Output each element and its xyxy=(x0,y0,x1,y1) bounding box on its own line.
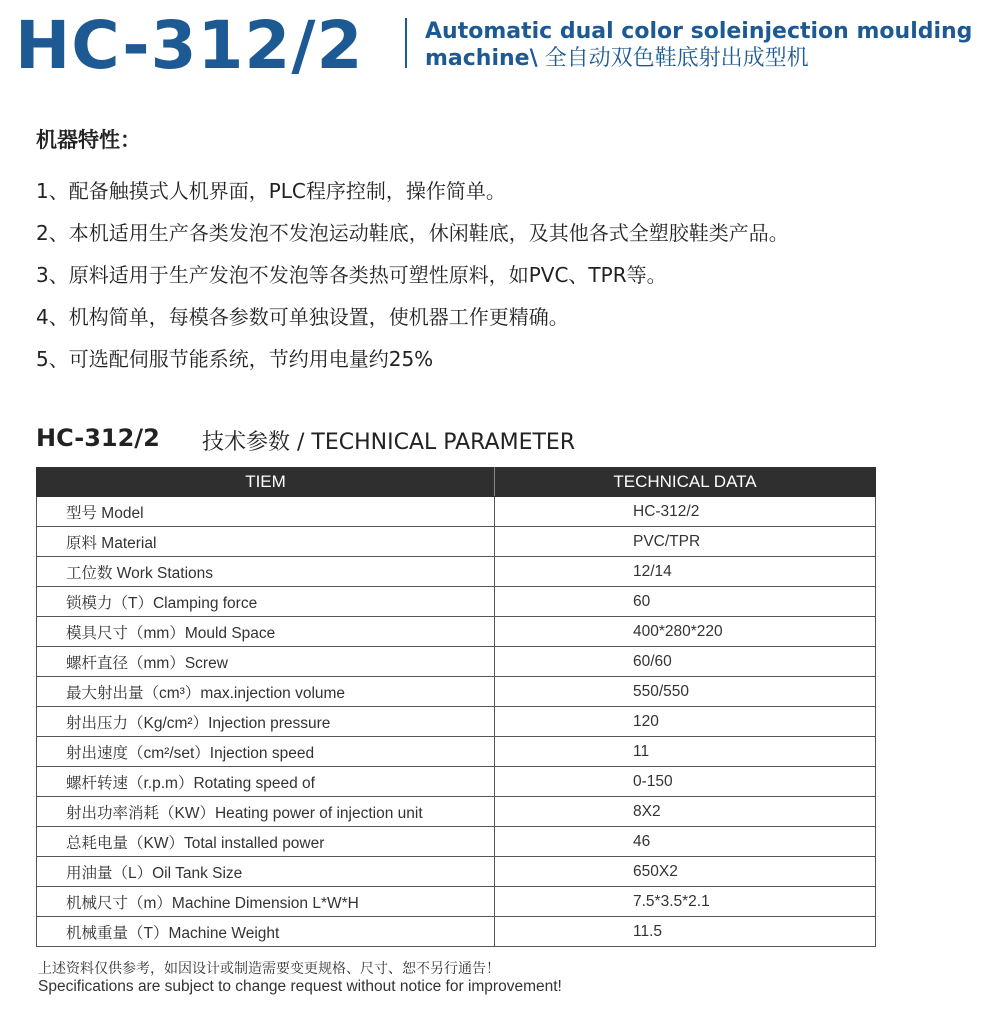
row-label: 射出速度（cm²/set）Injection speed xyxy=(37,737,495,767)
description-cn: 全自动双色鞋底射出成型机 xyxy=(537,46,809,71)
row-label: 原料 Material xyxy=(37,527,495,557)
table-row xyxy=(37,917,876,947)
feature-item: 4、机构简单，每模各参数可单独设置，使机器工作更精确。 xyxy=(36,305,569,329)
feature-item: 1、配备触摸式人机界面，PLC程序控制，操作简单。 xyxy=(36,179,506,203)
table-row xyxy=(37,647,876,677)
row-label: 模具尺寸（mm）Mould Space xyxy=(37,617,495,647)
row-value: HC-312/2 xyxy=(495,497,876,527)
row-label: 射出功率消耗（KW）Heating power of injection unit xyxy=(37,797,495,827)
row-label: 总耗电量（KW）Total installed power xyxy=(37,827,495,857)
table-row xyxy=(37,557,876,587)
disclaimer-cn: 上述资料仅供参考，如因设计或制造需要变更规格、尺寸、恕不另行通告！ xyxy=(38,961,500,977)
row-label: 锁模力（T）Clamping force xyxy=(37,587,495,617)
title-divider xyxy=(405,18,407,68)
row-value: 12/14 xyxy=(495,557,876,587)
row-value: 60 xyxy=(495,587,876,617)
row-label: 最大射出量（cm³）max.injection volume xyxy=(37,677,495,707)
row-value: 120 xyxy=(495,707,876,737)
row-label: 机械重量（T）Machine Weight xyxy=(37,917,495,947)
description-line2 xyxy=(425,45,995,72)
header-item: TIEM xyxy=(37,468,495,497)
spec-table xyxy=(36,467,876,947)
row-label: 工位数 Work Stations xyxy=(37,557,495,587)
disclaimer-en: Specifications are subject to change request without notice for improvement! xyxy=(38,978,562,995)
header-data: TECHNICAL DATA xyxy=(495,468,876,497)
features-heading: 机器特性： xyxy=(36,128,141,152)
table-row xyxy=(37,797,876,827)
row-value: 11.5 xyxy=(495,917,876,947)
machine-description xyxy=(425,18,995,72)
description-en-line1: Automatic dual color soleinjection moulding xyxy=(425,19,973,44)
row-value: 0-150 xyxy=(495,767,876,797)
row-value: 7.5*3.5*2.1 xyxy=(495,887,876,917)
table-row xyxy=(37,707,876,737)
spec-header-row xyxy=(37,468,876,497)
table-row xyxy=(37,767,876,797)
table-row xyxy=(37,677,876,707)
params-title: 技术参数 / TECHNICAL PARAMETER xyxy=(202,430,576,455)
row-label: 射出压力（Kg/cm²）Injection pressure xyxy=(37,707,495,737)
table-row xyxy=(37,737,876,767)
feature-item: 2、本机适用生产各类发泡不发泡运动鞋底，休闲鞋底，及其他各式全塑胶鞋类产品。 xyxy=(36,221,789,245)
row-label: 机械尺寸（m）Machine Dimension L*W*H xyxy=(37,887,495,917)
row-label: 型号 Model xyxy=(37,497,495,527)
row-value: PVC/TPR xyxy=(495,527,876,557)
row-value: 650X2 xyxy=(495,857,876,887)
features-list xyxy=(36,170,789,380)
row-value: 46 xyxy=(495,827,876,857)
row-label: 螺杆直径（mm）Screw xyxy=(37,647,495,677)
row-value: 400*280*220 xyxy=(495,617,876,647)
row-value: 60/60 xyxy=(495,647,876,677)
table-row xyxy=(37,857,876,887)
description-en-line2: machine\ xyxy=(425,46,538,71)
table-row xyxy=(37,617,876,647)
row-value: 11 xyxy=(495,737,876,767)
row-label: 螺杆转速（r.p.m）Rotating speed of xyxy=(37,767,495,797)
row-value: 8X2 xyxy=(495,797,876,827)
feature-item: 5、可选配伺服节能系统，节约用电量约25% xyxy=(36,347,434,371)
feature-item: 3、原料适用于生产发泡不发泡等各类热可塑性原料，如PVC、TPR等。 xyxy=(36,263,667,287)
row-value: 550/550 xyxy=(495,677,876,707)
model-title: HC-312/2 xyxy=(15,7,364,84)
table-row xyxy=(37,827,876,857)
table-row xyxy=(37,527,876,557)
row-label: 用油量（L）Oil Tank Size xyxy=(37,857,495,887)
params-model: HC-312/2 xyxy=(36,424,160,452)
table-row xyxy=(37,497,876,527)
table-row xyxy=(37,887,876,917)
table-row xyxy=(37,587,876,617)
